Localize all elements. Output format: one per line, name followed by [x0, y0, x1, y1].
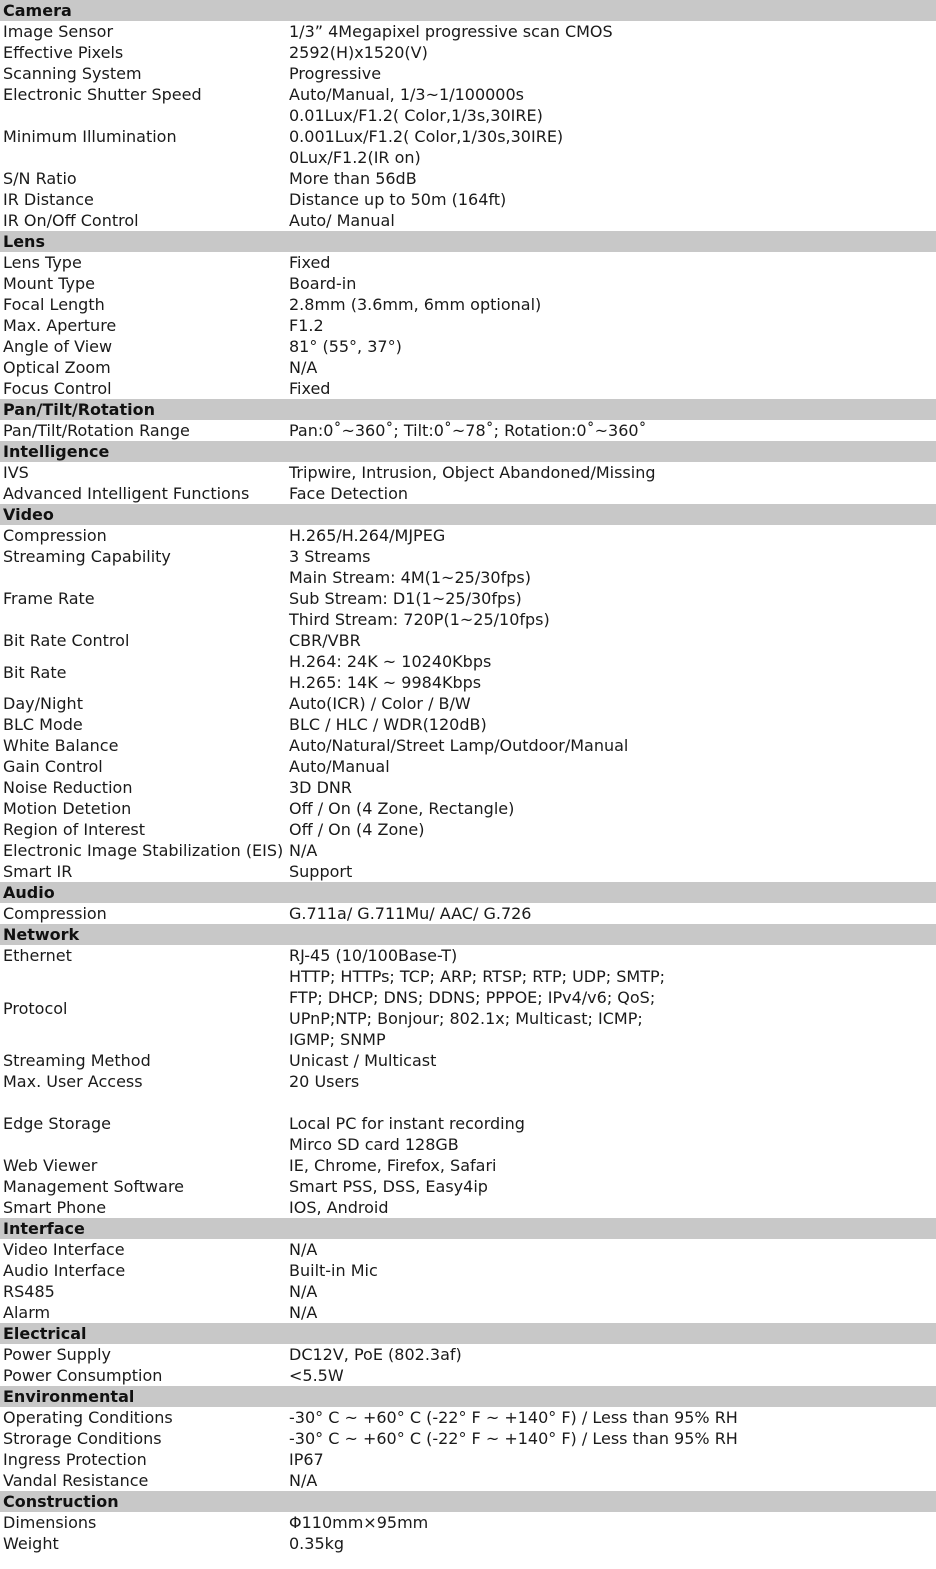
spec-value	[289, 1281, 934, 1302]
spec-value-line: 3 Streams	[289, 547, 371, 566]
spec-label: Ingress Protection	[3, 1450, 147, 1469]
spec-value	[289, 1260, 934, 1281]
spec-value-line: Tripwire, Intrusion, Object Abandoned/Missing	[289, 463, 656, 482]
spec-row	[0, 1155, 936, 1176]
spec-value	[289, 798, 934, 819]
spec-value	[289, 693, 934, 714]
spec-value-line: 3D DNR	[289, 778, 352, 797]
spec-label: Max. User Access	[3, 1072, 143, 1091]
spec-value	[289, 105, 934, 168]
spec-value	[289, 1449, 934, 1470]
spec-row	[0, 1197, 936, 1218]
spec-row	[0, 315, 936, 336]
spec-value-line: Off / On (4 Zone, Rectangle)	[289, 799, 515, 818]
spec-value	[289, 42, 934, 63]
spec-value	[289, 378, 934, 399]
spec-value-line: -30° C ~ +60° C (-22° F ~ +140° F) / Less than 95% RH	[289, 1429, 738, 1448]
spec-value	[289, 336, 934, 357]
section-header-interface: Interface	[0, 1218, 936, 1239]
spec-label: Power Supply	[3, 1345, 111, 1364]
spec-label: Minimum Illumination	[3, 127, 177, 146]
spec-value	[289, 21, 934, 42]
spec-row	[0, 840, 936, 861]
spec-value-line: Sub Stream: D1(1~25/30fps)	[289, 589, 522, 608]
spec-value	[289, 735, 934, 756]
spec-value-line: 81° (55°, 37°)	[289, 337, 402, 356]
spec-label: Video Interface	[3, 1240, 125, 1259]
spec-row	[0, 42, 936, 63]
spec-value-line: IP67	[289, 1450, 324, 1469]
spec-row	[0, 798, 936, 819]
spec-label: Dimensions	[3, 1513, 97, 1532]
spec-value-line: N/A	[289, 1240, 318, 1259]
spec-value-line: Auto(ICR) / Color / B/W	[289, 694, 471, 713]
spec-row	[0, 546, 936, 567]
spec-row	[0, 1239, 936, 1260]
spec-label: Streaming Capability	[3, 547, 171, 566]
spec-value-line: HTTP; HTTPs; TCP; ARP; RTSP; RTP; UDP; SMTP;	[289, 967, 666, 986]
spec-value-line: Off / On (4 Zone)	[289, 820, 425, 839]
spec-value	[289, 189, 934, 210]
spec-row	[0, 84, 936, 105]
spec-row	[0, 777, 936, 798]
section-header-construction: Construction	[0, 1491, 936, 1512]
spec-value	[289, 1512, 934, 1533]
spec-value-line: Auto/ Manual	[289, 211, 395, 230]
spec-label: Alarm	[3, 1303, 51, 1322]
spec-row	[0, 567, 936, 630]
spec-label: Day/Night	[3, 694, 83, 713]
spec-value	[289, 819, 934, 840]
spec-value	[289, 1239, 934, 1260]
spec-label: Audio Interface	[3, 1261, 126, 1280]
spec-label: Mount Type	[3, 274, 95, 293]
spec-value-line: N/A	[289, 1282, 318, 1301]
spec-label: Lens Type	[3, 253, 82, 272]
spec-label: Streaming Method	[3, 1051, 151, 1070]
spec-value-line: Pan:0˚~360˚; Tilt:0˚~78˚; Rotation:0˚~360˚	[289, 421, 647, 440]
spec-value-line: Face Detection	[289, 484, 408, 503]
spec-value	[289, 903, 934, 924]
spec-label: Focal Length	[3, 295, 105, 314]
spec-value-line: Fixed	[289, 253, 331, 272]
spec-value	[289, 756, 934, 777]
spec-row	[0, 294, 936, 315]
spec-label: Scanning System	[3, 64, 142, 83]
spec-value-line: 2.8mm (3.6mm, 6mm optional)	[289, 295, 542, 314]
spec-row	[0, 819, 936, 840]
spec-value	[289, 1428, 934, 1449]
spec-row	[0, 1092, 936, 1155]
spec-row	[0, 210, 936, 231]
spec-label: S/N Ratio	[3, 169, 77, 188]
spec-label: Electronic Shutter Speed	[3, 85, 202, 104]
spec-value	[289, 357, 934, 378]
spec-value-line: 1/3” 4Megapixel progressive scan CMOS	[289, 22, 613, 41]
spec-row	[0, 525, 936, 546]
spec-value	[289, 168, 934, 189]
spec-row	[0, 378, 936, 399]
spec-value	[289, 1050, 934, 1071]
spec-value-line: <5.5W	[289, 1366, 344, 1385]
spec-value-line: Auto/Manual, 1/3~1/100000s	[289, 85, 524, 104]
spec-value-line	[289, 1092, 934, 1113]
spec-label: Compression	[3, 904, 107, 923]
spec-label: Web Viewer	[3, 1156, 98, 1175]
spec-value	[289, 273, 934, 294]
spec-value	[289, 420, 934, 441]
spec-value-line: Mirco SD card 128GB	[289, 1135, 459, 1154]
spec-value-line: Board-in	[289, 274, 357, 293]
spec-value	[289, 1470, 934, 1491]
spec-label: BLC Mode	[3, 715, 83, 734]
spec-value-line: N/A	[289, 358, 318, 377]
spec-row	[0, 21, 936, 42]
spec-label: IR On/Off Control	[3, 211, 139, 230]
spec-label: RS485	[3, 1282, 55, 1301]
spec-label: White Balance	[3, 736, 119, 755]
spec-row	[0, 1512, 936, 1533]
spec-value-line: -30° C ~ +60° C (-22° F ~ +140° F) / Less than 95% RH	[289, 1408, 738, 1427]
spec-label: Bit Rate	[3, 662, 67, 682]
spec-value-line: Local PC for instant recording	[289, 1114, 525, 1133]
spec-value-line: 0Lux/F1.2(IR on)	[289, 148, 421, 167]
spec-value	[289, 1176, 934, 1197]
spec-label: Focus Control	[3, 379, 112, 398]
spec-value-line: CBR/VBR	[289, 631, 361, 650]
spec-label: Angle of View	[3, 337, 113, 356]
spec-row	[0, 1449, 936, 1470]
spec-value-line: RJ-45 (10/100Base-T)	[289, 946, 458, 965]
spec-label: Advanced Intelligent Functions	[3, 484, 250, 503]
spec-label: Ethernet	[3, 946, 72, 965]
spec-value	[289, 63, 934, 84]
spec-row	[0, 63, 936, 84]
spec-value-line: Fixed	[289, 379, 331, 398]
spec-row	[0, 966, 936, 1050]
spec-value	[289, 777, 934, 798]
spec-label: Noise Reduction	[3, 778, 133, 797]
spec-label: Optical Zoom	[3, 358, 111, 377]
spec-row	[0, 168, 936, 189]
spec-row	[0, 357, 936, 378]
spec-value-line: Auto/Manual	[289, 757, 390, 776]
spec-value-line: F1.2	[289, 316, 324, 335]
spec-value	[289, 966, 934, 1050]
spec-value-line: Progressive	[289, 64, 382, 83]
spec-value	[289, 294, 934, 315]
spec-label: Vandal Resistance	[3, 1471, 149, 1490]
spec-row	[0, 1344, 936, 1365]
spec-label: Compression	[3, 526, 107, 545]
spec-row	[0, 756, 936, 777]
spec-row	[0, 1176, 936, 1197]
spec-row	[0, 189, 936, 210]
spec-value	[289, 483, 934, 504]
section-header-intelligence: Intelligence	[0, 441, 936, 462]
spec-value-line: H.265/H.264/MJPEG	[289, 526, 446, 545]
spec-label: Strorage Conditions	[3, 1429, 162, 1448]
spec-value	[289, 1155, 934, 1176]
spec-label: Weight	[3, 1534, 59, 1553]
spec-label: Power Consumption	[3, 1366, 163, 1385]
spec-label: Electronic Image Stabilization (EIS)	[3, 841, 284, 860]
spec-value	[289, 945, 934, 966]
spec-value	[289, 210, 934, 231]
spec-label: Effective Pixels	[3, 43, 124, 62]
spec-label: Motion Detetion	[3, 799, 132, 818]
spec-value-line: H.265: 14K ~ 9984Kbps	[289, 673, 482, 692]
spec-row	[0, 1302, 936, 1323]
spec-value-line: Main Stream: 4M(1~25/30fps)	[289, 568, 531, 587]
spec-value-line: 0.01Lux/F1.2( Color,1/3s,30IRE)	[289, 106, 543, 125]
section-header-network: Network	[0, 924, 936, 945]
spec-row	[0, 252, 936, 273]
spec-value	[289, 840, 934, 861]
section-header-electrical: Electrical	[0, 1323, 936, 1344]
spec-value-line: BLC / HLC / WDR(120dB)	[289, 715, 487, 734]
spec-value	[289, 1365, 934, 1386]
spec-label: Protocol	[3, 998, 68, 1018]
spec-value-line: 2592(H)x1520(V)	[289, 43, 428, 62]
spec-value	[289, 1071, 934, 1092]
spec-row	[0, 1365, 936, 1386]
spec-value	[289, 1092, 934, 1155]
spec-row	[0, 1470, 936, 1491]
spec-value	[289, 567, 934, 630]
spec-label: Operating Conditions	[3, 1408, 173, 1427]
spec-value-line: IE, Chrome, Firefox, Safari	[289, 1156, 497, 1175]
section-header-environmental: Environmental	[0, 1386, 936, 1407]
spec-row	[0, 945, 936, 966]
spec-row	[0, 336, 936, 357]
spec-value	[289, 315, 934, 336]
spec-label: Smart IR	[3, 862, 73, 881]
spec-value	[289, 1533, 934, 1554]
spec-value	[289, 1197, 934, 1218]
spec-row	[0, 483, 936, 504]
spec-row	[0, 693, 936, 714]
spec-row	[0, 1071, 936, 1092]
spec-value-line: N/A	[289, 1471, 318, 1490]
spec-row	[0, 1533, 936, 1554]
spec-row	[0, 630, 936, 651]
spec-value	[289, 1344, 934, 1365]
spec-value	[289, 462, 934, 483]
spec-row	[0, 1050, 936, 1071]
spec-label: Smart Phone	[3, 1198, 107, 1217]
spec-value	[289, 525, 934, 546]
spec-row	[0, 105, 936, 168]
section-header-camera: Camera	[0, 0, 936, 21]
spec-value-line: G.711a/ G.711Mu/ AAC/ G.726	[289, 904, 532, 923]
spec-label: Management Software	[3, 1177, 185, 1196]
spec-value-line: Unicast / Multicast	[289, 1051, 437, 1070]
spec-row	[0, 1428, 936, 1449]
spec-row	[0, 1407, 936, 1428]
spec-value	[289, 84, 934, 105]
spec-row	[0, 420, 936, 441]
section-header-video: Video	[0, 504, 936, 525]
spec-value-line: IGMP; SNMP	[289, 1030, 386, 1049]
spec-value-line: Distance up to 50m (164ft)	[289, 190, 507, 209]
spec-value-line: Φ110mm×95mm	[289, 1513, 429, 1532]
spec-value-line: Third Stream: 720P(1~25/10fps)	[289, 610, 550, 629]
spec-label: Gain Control	[3, 757, 103, 776]
spec-value	[289, 1302, 934, 1323]
spec-value	[289, 630, 934, 651]
spec-row	[0, 903, 936, 924]
spec-label: Region of Interest	[3, 820, 146, 839]
spec-value-line: N/A	[289, 841, 318, 860]
spec-row	[0, 1281, 936, 1302]
spec-value-line: DC12V, PoE (802.3af)	[289, 1345, 462, 1364]
spec-row	[0, 1260, 936, 1281]
section-header-lens: Lens	[0, 231, 936, 252]
spec-value-line: Built-in Mic	[289, 1261, 378, 1280]
spec-row	[0, 273, 936, 294]
spec-value	[289, 252, 934, 273]
spec-value-line: N/A	[289, 1303, 318, 1322]
spec-value	[289, 714, 934, 735]
spec-value-line: H.264: 24K ~ 10240Kbps	[289, 652, 492, 671]
spec-label: Edge Storage	[3, 1114, 111, 1133]
spec-row	[0, 462, 936, 483]
spec-label: IVS	[3, 463, 29, 482]
section-header-audio: Audio	[0, 882, 936, 903]
spec-label: IR Distance	[3, 190, 94, 209]
spec-value-line: Auto/Natural/Street Lamp/Outdoor/Manual	[289, 736, 629, 755]
spec-label: Max. Aperture	[3, 316, 117, 335]
spec-value	[289, 651, 934, 693]
spec-label: Bit Rate Control	[3, 631, 130, 650]
spec-row	[0, 651, 936, 693]
spec-value-line: IOS, Android	[289, 1198, 389, 1217]
spec-value-line: More than 56dB	[289, 169, 417, 188]
spec-value	[289, 546, 934, 567]
spec-value-line: Support	[289, 862, 353, 881]
spec-row	[0, 735, 936, 756]
spec-label: Pan/Tilt/Rotation Range	[3, 421, 190, 440]
spec-value	[289, 1407, 934, 1428]
spec-row	[0, 714, 936, 735]
spec-label: Frame Rate	[3, 589, 95, 608]
spec-row	[0, 861, 936, 882]
spec-value-line: 20 Users	[289, 1072, 360, 1091]
spec-value-line: FTP; DHCP; DNS; DDNS; PPPOE; IPv4/v6; QoS;	[289, 988, 656, 1007]
spec-value	[289, 861, 934, 882]
spec-value-line: 0.35kg	[289, 1534, 345, 1553]
section-header-pan-tilt-rotation: Pan/Tilt/Rotation	[0, 399, 936, 420]
spec-value-line: Smart PSS, DSS, Easy4ip	[289, 1177, 488, 1196]
spec-value-line: UPnP;NTP; Bonjour; 802.1x; Multicast; ICMP;	[289, 1009, 643, 1028]
spec-value-line: 0.001Lux/F1.2( Color,1/30s,30IRE)	[289, 127, 564, 146]
spec-label: Image Sensor	[3, 22, 114, 41]
